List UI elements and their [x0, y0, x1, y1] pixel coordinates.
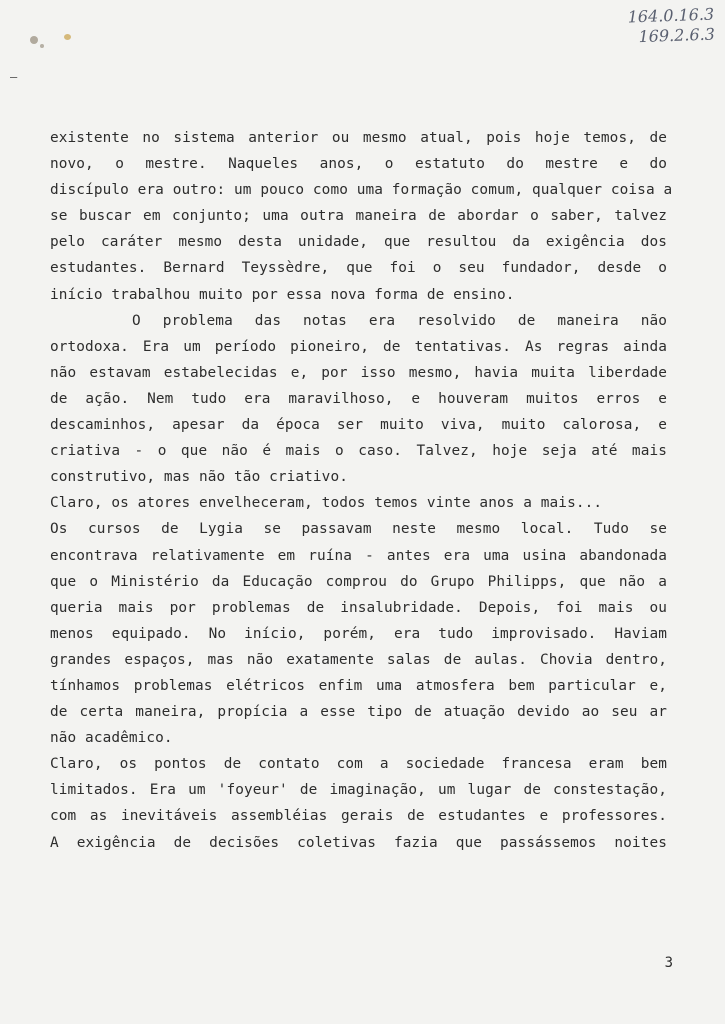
text-line: Claro, os pontos de contato com a sociedade francesa eram bem — [50, 756, 667, 773]
margin-mark: – — [10, 70, 18, 84]
text-line: de certa maneira, propícia a esse tipo de atuação devido ao seu ar — [50, 704, 667, 721]
text-line: de ação. Nem tudo era maravilhoso, e houveram muitos erros e — [50, 390, 667, 407]
text-line: descaminhos, apesar da época ser muito viva, muito calorosa, e — [50, 417, 667, 434]
text-line: pelo caráter mesmo desta unidade, que resultou da exigência dos — [50, 234, 667, 251]
text-line: construtivo, mas não tão criativo. — [50, 469, 348, 486]
text-line: queria mais por problemas de insalubridade. Depois, foi mais ou — [50, 599, 667, 616]
text-line: se buscar em conjunto; uma outra maneira de abordar o saber, talvez — [50, 208, 667, 225]
text-line: A exigência de decisões coletivas fazia que passássemos noites — [50, 834, 667, 851]
text-line: que o Ministério da Educação comprou do Grupo Philipps, que não a — [50, 573, 667, 590]
text-line: Claro, os atores envelheceram, todos temos vinte anos a mais... — [50, 495, 603, 512]
text-line: novo, o mestre. Naqueles anos, o estatuto do mestre e do — [50, 156, 667, 173]
text-line: limitados. Era um 'foyeur' de imaginação, um lugar de constestação, — [50, 782, 667, 799]
text-line: tínhamos problemas elétricos enfim uma atmosfera bem particular e, — [50, 677, 667, 694]
text-line: não estavam estabelecidas e, por isso mesmo, havia muita liberdade — [50, 364, 667, 381]
text-line: com as inevitáveis assembléias gerais de estudantes e professores. — [50, 808, 667, 825]
text-line: grandes espaços, mas não exatamente salas de aulas. Chovia dentro, — [50, 651, 667, 668]
text-line: O problema das notas era resolvido de maneira não — [132, 312, 667, 329]
text-line: ortodoxa. Era um período pioneiro, de tentativas. As regras ainda — [50, 338, 667, 355]
reference-line-2: 169.2.6.3 — [638, 24, 716, 47]
handwritten-reference — [628, 5, 716, 48]
paper-stain — [30, 36, 38, 44]
text-line: existente no sistema anterior ou mesmo atual, pois hoje temos, de — [50, 130, 667, 146]
paper-stain — [40, 44, 44, 48]
text-line: estudantes. Bernard Teyssèdre, que foi o seu fundador, desde o — [50, 260, 667, 277]
text-line: Os cursos de Lygia se passavam neste mesmo local. Tudo se — [50, 521, 667, 538]
reference-line-1: 164.0.16.3 — [627, 4, 715, 27]
page-number: 3 — [664, 955, 673, 971]
paper-stain — [64, 34, 71, 40]
text-line: criativa - o que não é mais o caso. Talvez, hoje seja até mais — [50, 443, 667, 460]
body-text — [50, 125, 673, 856]
text-line: menos equipado. No início, porém, era tudo improvisado. Haviam — [50, 625, 667, 642]
text-line: encontrava relativamente em ruína - antes era uma usina abandonada — [50, 547, 667, 564]
text-line: discípulo era outro: um pouco como uma formação comum, qualquer coisa a — [50, 182, 673, 199]
text-line: início trabalhou muito por essa nova forma de ensino. — [50, 286, 515, 303]
text-line: não acadêmico. — [50, 730, 173, 747]
